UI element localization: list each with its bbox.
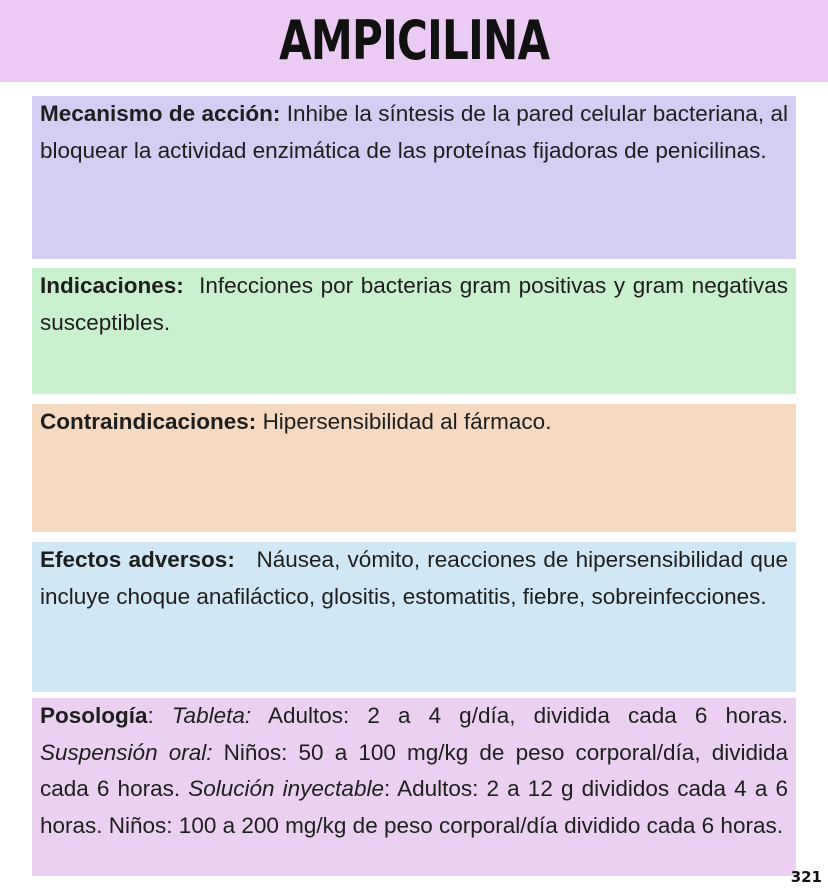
efectos-text: Náusea, vómito, reacciones de hipersensibilidad que incluye choque anafiláctico, glositis, estomatitis, fiebre, sobreinfecciones. bbox=[40, 547, 788, 609]
section-efectos-adversos bbox=[32, 542, 796, 692]
page-title: AMPICILINA bbox=[278, 9, 550, 72]
section-posologia bbox=[32, 698, 796, 876]
section-mecanismo bbox=[32, 96, 796, 259]
solucion-label: Solución inyectable bbox=[188, 776, 384, 801]
contraindicaciones-heading: Contraindicaciones: bbox=[40, 409, 257, 434]
mecanismo-text: Inhibe la síntesis de la pared celular bacteriana, al bloquear la actividad enzimática de las proteínas fijadoras de penicilinas. bbox=[40, 101, 788, 163]
tableta-label: Tableta: bbox=[171, 703, 252, 728]
solucion-text: : Adultos: 2 a 12 g divididos cada 4 a 6 horas. Niños: 100 a 200 mg/kg de peso corporal/día dividido cada 6 horas. bbox=[40, 776, 788, 838]
posologia-heading: Posología bbox=[40, 703, 148, 728]
section-indicaciones bbox=[32, 268, 796, 394]
posologia-sep: : bbox=[147, 703, 172, 728]
suspension-label: Suspensión oral: bbox=[40, 739, 213, 765]
indicaciones-heading: Indicaciones: bbox=[40, 273, 184, 298]
suspension-text: Niños: 50 a 100 mg/kg de peso corporal/día, dividida cada 6 horas. bbox=[40, 739, 789, 801]
title-band bbox=[0, 0, 828, 82]
contraindicaciones-text: Hipersensibilidad al fármaco. bbox=[262, 409, 552, 434]
section-contraindicaciones bbox=[32, 404, 796, 532]
efectos-heading: Efectos adversos: bbox=[40, 547, 235, 572]
indicaciones-text: Infecciones por bacterias gram positivas y gram negativas susceptibles. bbox=[40, 273, 788, 335]
page-number: 321 bbox=[790, 868, 822, 886]
tableta-text: Adultos: 2 a 4 g/día, dividida cada 6 horas. bbox=[251, 703, 788, 728]
mecanismo-heading: Mecanismo de acción: bbox=[40, 101, 281, 126]
